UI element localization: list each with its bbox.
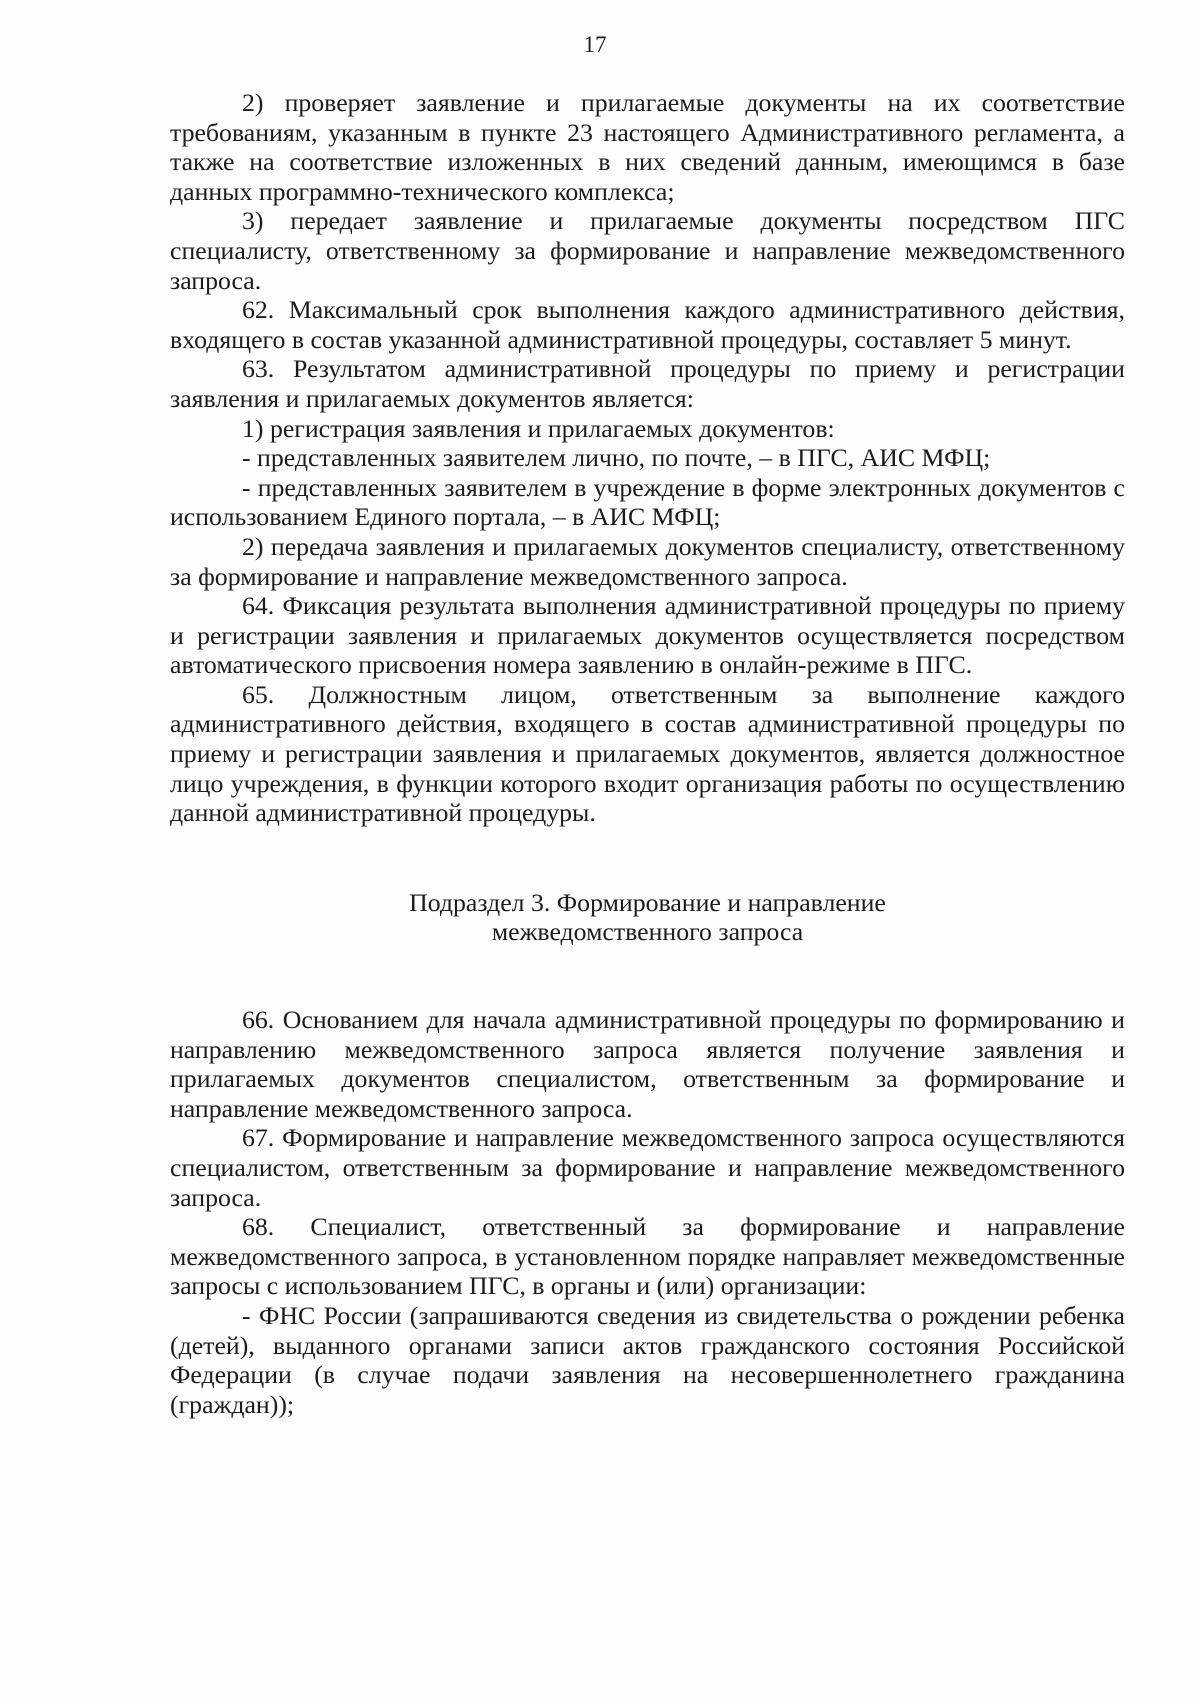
- paragraph-63: 63. Результатом административной процедуры по приему и регистрации заявления и прилагаемых документов является:: [170, 354, 1125, 413]
- paragraph-68: 68. Специалист, ответственный за формирование и направление межведомственного запроса, в установленном порядке направляет межведомственные запросы с использованием ПГС, в органы и (или) организации:: [170, 1212, 1125, 1301]
- paragraph-item-3: 3) передает заявление и прилагаемые документы посредством ПГС специалисту, ответственному за формирование и направление межведомственного запроса.: [170, 206, 1125, 295]
- paragraph-63-dash-1: - представленных заявителем лично, по почте, – в ПГС, АИС МФЦ;: [242, 443, 991, 473]
- section-heading-line-2: межведомственного запроса: [491, 917, 804, 947]
- paragraph-63-item-1: 1) регистрация заявления и прилагаемых документов:: [242, 413, 835, 443]
- document-body: [170, 88, 1125, 1419]
- section-heading-line-1: Подраздел 3. Формирование и направление: [409, 887, 886, 917]
- paragraph-63-item-2: 2) передача заявления и прилагаемых документов специалисту, ответственному за формирование и направление межведомственного запроса.: [170, 531, 1125, 591]
- paragraph-64: 64. Фиксация результата выполнения административной процедуры по приему и регистрации заявления и прилагаемых документов осуществляется посредством автоматического присвоения номера заявлению в онлайн-режиме в ПГС.: [170, 591, 1125, 680]
- paragraph-68-dash-1: - ФНС России (запрашиваются сведения из свидетельства о рождении ребенка (детей), выданного органами записи актов гражданского состояния Российской Федерации (в случае подачи заявления на несовершеннолетнего гражданина (граждан));: [170, 1300, 1125, 1419]
- paragraph-62: 62. Максимальный срок выполнения каждого административного действия, входящего в состав указанной административной процедуры, составляет 5 минут.: [170, 295, 1125, 354]
- paragraph-63-dash-2: - представленных заявителем в учреждение в форме электронных документов с использованием Единого портала, – в АИС МФЦ;: [170, 472, 1125, 532]
- page-number: 17: [583, 32, 607, 57]
- paragraph-66: 66. Основанием для начала административной процедуры по формированию и направлению межведомственного запроса является получение заявления и прилагаемых документов специалистом, ответственным за формирование и направление межведомственного запроса.: [170, 1005, 1125, 1123]
- paragraph-65: 65. Должностным лицом, ответственным за выполнение каждого административного действия, входящего в состав административной процедуры по приему и регистрации заявления и прилагаемых документов, является должностное лицо учреждения, в функции которого входит организация работы по осуществлению данной административной процедуры.: [170, 679, 1125, 828]
- paragraph-67: 67. Формирование и направление межведомственного запроса осуществляются специалистом, ответственным за формирование и направление межведомственного запроса.: [170, 1123, 1125, 1212]
- paragraph-item-2: 2) проверяет заявление и прилагаемые документы на их соответствие требованиям, указанным в пункте 23 настоящего Административного регламента, а также на соответствие изложенных в них сведений данным, имеющимся в базе данных программно-технического комплекса;: [170, 88, 1125, 206]
- section-heading: [170, 888, 1125, 947]
